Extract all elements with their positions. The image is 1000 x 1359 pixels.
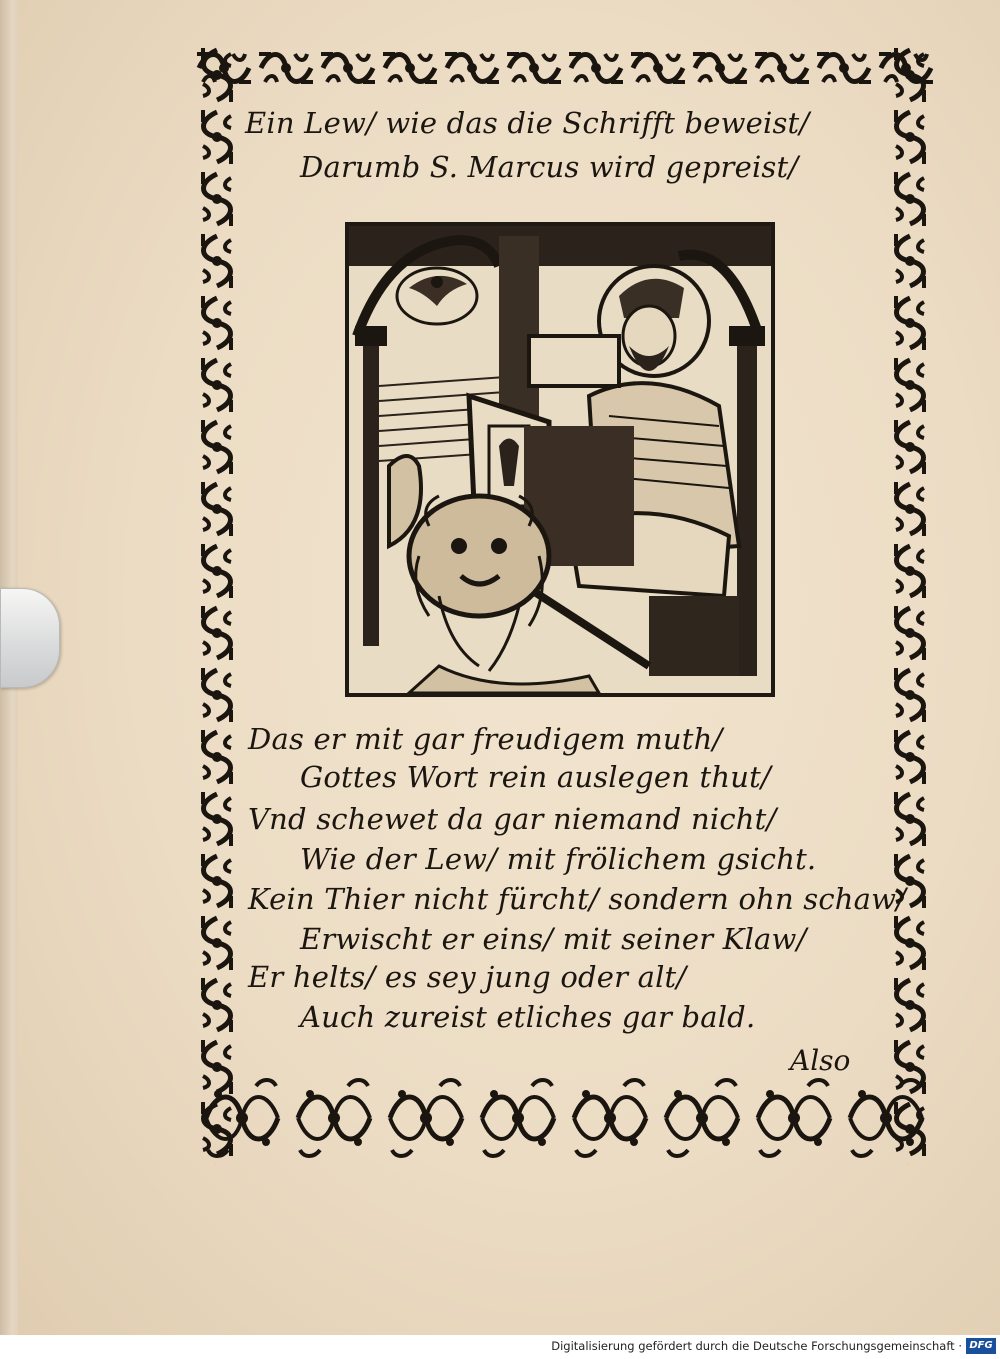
verse-line: Er helts/ es sey jung oder alt/ [248, 960, 687, 994]
footer-credit: Digitalisierung gefördert durch die Deutsche Forschungsgemeinschaft · [551, 1339, 962, 1353]
ornament-border-left [193, 44, 241, 1164]
verse-line: Darumb S. Marcus wird gepreist/ [300, 150, 799, 184]
ornament-border-top [193, 44, 938, 92]
verse-line: Auch zureist etliches gar bald. [300, 1000, 756, 1034]
verse-line: Ein Lew/ wie das die Schrifft beweist/ [245, 106, 810, 140]
saint-mark-woodcut [349, 226, 771, 693]
verse-line: Gottes Wort rein auslegen thut/ [300, 760, 771, 794]
verse-line: Erwischt er eins/ mit seiner Klaw/ [300, 922, 807, 956]
catchword: Also [790, 1044, 851, 1077]
verse-line: Kein Thier nicht fürcht/ sondern ohn schaw/ [248, 882, 907, 916]
ornament-border-bottom [196, 1072, 938, 1164]
verse-line: Das er mit gar freudigem muth/ [248, 722, 723, 756]
dfg-logo[interactable]: DFG [966, 1338, 996, 1354]
footer-bar [0, 1335, 1000, 1359]
woodcut-illustration [345, 222, 775, 697]
verse-line: Wie der Lew/ mit frölichem gsicht. [300, 842, 817, 876]
verse-line: Vnd schewet da gar niemand nicht/ [248, 802, 777, 836]
page-clip [0, 588, 60, 688]
ornament-border-right [886, 44, 938, 1164]
